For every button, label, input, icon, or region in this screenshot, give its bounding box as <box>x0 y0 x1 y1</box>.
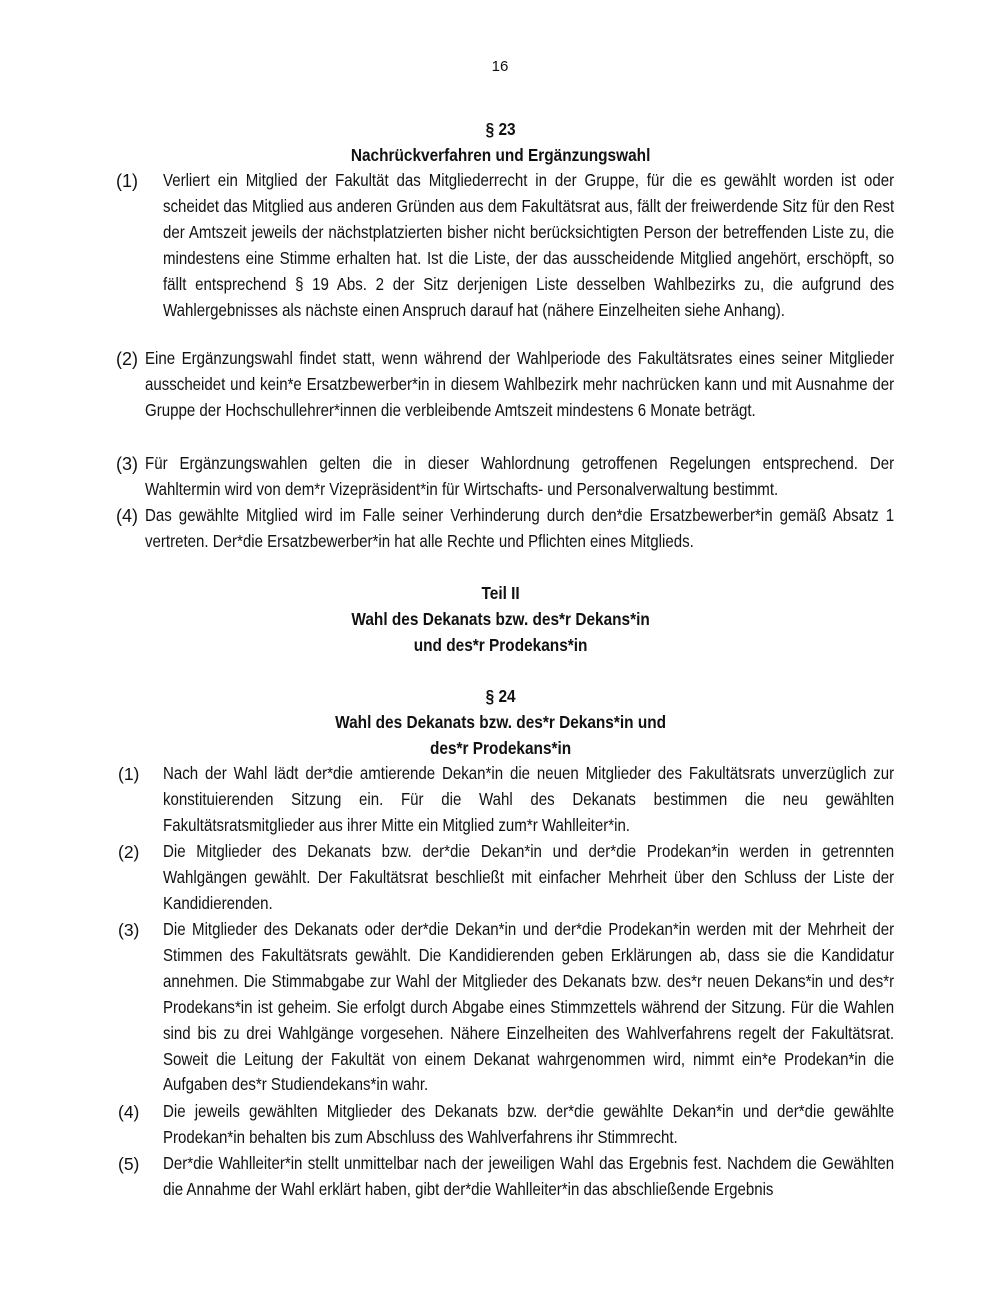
section-title: Nachrückverfahren und Ergänzungswahl <box>350 145 651 165</box>
paragraph-number: (4) <box>118 1102 140 1122</box>
paragraph-text: Der*die Wahlleiter*in stellt unmittelbar nach der jeweiligen Wahl das Ergebnis fest. Nachdem die Gewählten die Annahme der Wahl erklärt haben, gibt der*die Wahlleiter*in das abschließende Ergebnis <box>163 1153 895 1199</box>
page-number: 16 <box>491 58 509 75</box>
paragraph-number: (3) <box>118 920 140 940</box>
paragraph-number: (1) <box>118 764 140 784</box>
paragraph-number: (4) <box>116 506 138 526</box>
paragraph-text: Eine Ergänzungswahl findet statt, wenn während der Wahlperiode des Fakultätsrates eines seiner Mitglieder ausscheidet und kein*e Ersatzbewerber*in in diesem Wahlbezirk mehr nachrücken kann und mit Ausnahme der Gruppe der Hochschullehrer*innen die verbleibende Amtszeit mindestens 6 Monate beträgt. <box>145 348 895 420</box>
section-number: § 23 <box>485 119 516 139</box>
paragraph-text: Nach der Wahl lädt der*die amtierende Dekan*in die neuen Mitglieder des Fakultätsrats unverzüglich zur konstituierenden Sitzung ein. Für die Wahl des Dekanats bestimmen die neu gewählten Fakultätsratsmitglieder aus ihrer Mitte ein Mitglied zum*r Wahlleiter*in. <box>163 763 895 835</box>
part-2-heading <box>61 580 941 658</box>
section-number: § 24 <box>485 686 516 706</box>
paragraph-text: Die jeweils gewählten Mitglieder des Dekanats bzw. der*die gewählte Dekan*in und der*die gewählte Prodekan*in behalten bis zum Abschluss des Wahlverfahrens ihr Stimmrecht. <box>163 1101 895 1147</box>
paragraph-number: (5) <box>118 1154 140 1174</box>
paragraph-text: Die Mitglieder des Dekanats bzw. der*die Dekan*in und der*die Prodekan*in werden in getrennten Wahlgängen gewählt. Der Fakultätsrat beschließt mit einfacher Mehrheit über den Schluss der Liste der Kandidierenden. <box>163 841 895 913</box>
section-title-line-1: Wahl des Dekanats bzw. des*r Dekans*in und <box>335 712 667 732</box>
paragraph-number: (1) <box>116 171 138 191</box>
section-24-heading <box>61 683 941 761</box>
paragraph-number: (3) <box>116 454 138 474</box>
part-title-line-2: und des*r Prodekans*in <box>413 635 588 655</box>
paragraph-text: Das gewählte Mitglied wird im Falle seiner Verhinderung durch den*die Ersatzbewerber*in gemäß Absatz 1 vertreten. Der*die Ersatzbewerber*in hat alle Rechte und Pflichten eines Mitglieds. <box>145 505 895 551</box>
section-23-heading <box>61 116 941 168</box>
paragraph-text: Für Ergänzungswahlen gelten die in dieser Wahlordnung getroffenen Regelungen entsprechend. Der Wahltermin wird von dem*r Vizepräsident*in für Wirtschafts- und Personalverwaltung bestimmt. <box>145 453 895 499</box>
paragraph-text: Verliert ein Mitglied der Fakultät das Mitgliederrecht in der Gruppe, für die es gewählt worden ist oder scheidet das Mitglied aus anderen Gründen aus dem Fakultätsrat aus, fällt der freiwerdende Sitz für den Rest der Amtszeit jeweils der nächstplatzierten bisher nicht berücksichtigten Person der betreffenden Liste zu, die mindestens eine Stimme erhalten hat. Ist die Liste, der das ausscheidende Mitglied angehört, erschöpft, so fällt entsprechend § 19 Abs. 2 der Sitz derjenigen Liste desselben Wahlbezirks zu, die aufgrund des Wahlergebnisses als nächste einen Anspruch darauf hat (nähere Einzelheiten siehe Anhang). <box>163 170 895 320</box>
part-label: Teil II <box>481 583 520 603</box>
section-title-line-2: des*r Prodekans*in <box>429 738 572 758</box>
part-title-line-1: Wahl des Dekanats bzw. des*r Dekans*in <box>351 609 650 629</box>
paragraph-text: Die Mitglieder des Dekanats oder der*die Dekan*in und der*die Prodekan*in werden mit der Mehrheit der Stimmen des Fakultätsrats gewählt. Die Kandidierenden geben Erklärungen ab, dass sie die Kandidatur annehmen. Die Stimmabgabe zur Wahl der Mitglieder des Dekanats bzw. des*r neuen Dekans*in und des*r Prodekans*in ist geheim. Sie erfolgt durch Abgabe eines Stimmzettels während der Sitzung. Für die Wahlen sind bis zu drei Wahlgänge vorgesehen. Nähere Einzelheiten des Wahlverfahrens regelt der Fakultätsrat. Soweit die Leitung der Fakultät von einem Dekanat wahrgenommen wird, nimmt ein*e Prodekan*in die Aufgaben des*r Studiendekans*in wahr. <box>163 919 895 1095</box>
paragraph-number: (2) <box>118 842 140 862</box>
paragraph-number: (2) <box>116 349 138 369</box>
